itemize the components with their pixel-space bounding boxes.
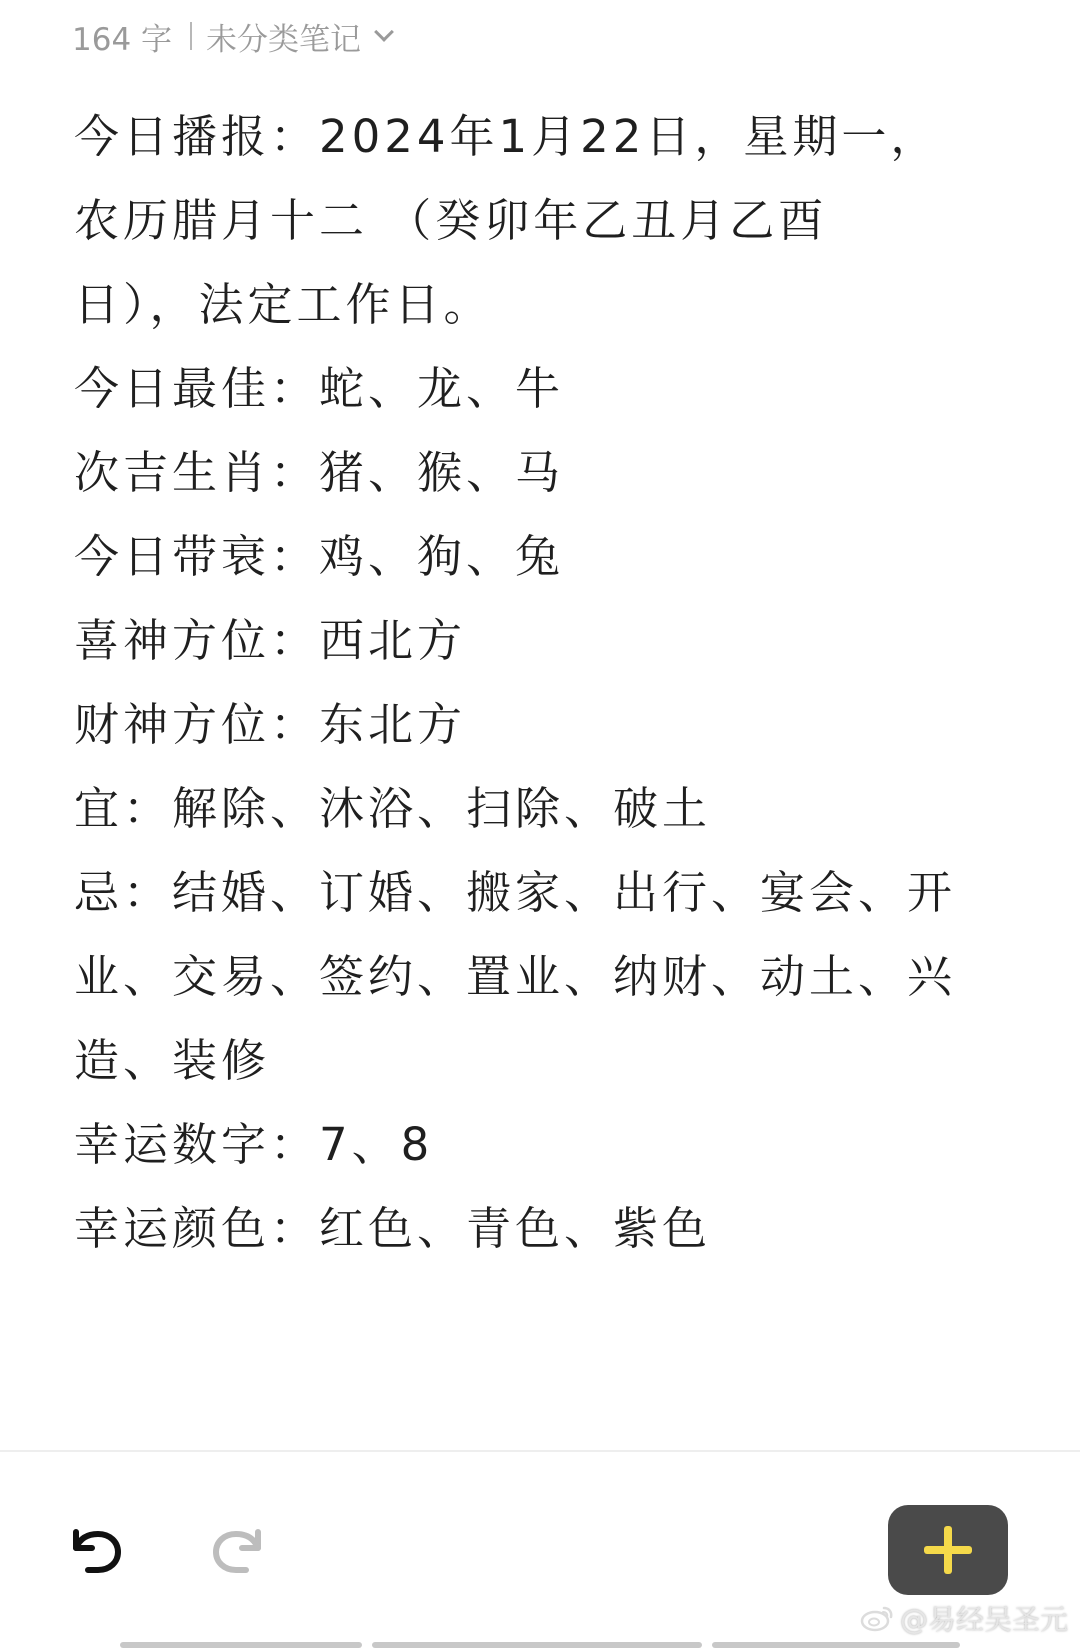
note-line: 次吉生肖：猪、猴、马 bbox=[74, 446, 565, 499]
note-line: 今日播报：2024年1月22日，星期一， bbox=[74, 110, 940, 163]
note-line: 业、交易、签约、置业、纳财、动土、兴 bbox=[74, 950, 957, 1003]
toolbar-divider bbox=[0, 1450, 1080, 1452]
note-meta-bar bbox=[72, 14, 391, 58]
note-line: 日），法定工作日。 bbox=[74, 278, 493, 331]
note-line: 农历腊月十二 （癸卯年乙丑月乙酉 bbox=[74, 194, 828, 247]
note-line: 宜：解除、沐浴、扫除、破土 bbox=[74, 782, 712, 835]
note-line: 幸运颜色：红色、青色、紫色 bbox=[74, 1202, 712, 1255]
weibo-logo-icon bbox=[860, 1604, 894, 1632]
note-content[interactable] bbox=[74, 95, 1034, 1271]
home-indicator-segment bbox=[372, 1642, 702, 1648]
note-line: 造、装修 bbox=[74, 1034, 271, 1087]
category-label: 未分类笔记 bbox=[206, 21, 362, 58]
note-line: 今日最佳：蛇、龙、牛 bbox=[74, 362, 565, 415]
redo-icon bbox=[204, 1518, 268, 1582]
undo-button[interactable] bbox=[66, 1518, 130, 1582]
note-line: 财神方位：东北方 bbox=[74, 698, 467, 751]
note-line: 幸运数字：7、8 bbox=[74, 1118, 434, 1171]
note-line: 忌：结婚、订婚、搬家、出行、宴会、开 bbox=[74, 866, 957, 919]
watermark bbox=[860, 1598, 1068, 1638]
plus-icon bbox=[920, 1522, 976, 1578]
chevron-down-icon bbox=[374, 22, 394, 42]
note-line: 今日带衰：鸡、狗、兔 bbox=[74, 530, 565, 583]
add-button[interactable] bbox=[888, 1505, 1008, 1595]
category-selector[interactable] bbox=[206, 14, 391, 59]
home-indicator-segment bbox=[712, 1642, 960, 1648]
note-line: 喜神方位：西北方 bbox=[74, 614, 467, 667]
undo-icon bbox=[66, 1518, 130, 1582]
redo-button[interactable] bbox=[204, 1518, 268, 1582]
word-count: 164 字 bbox=[72, 21, 173, 58]
watermark-text: @易经吴圣元 bbox=[899, 1603, 1068, 1636]
meta-divider bbox=[190, 22, 192, 50]
home-indicator-segment bbox=[120, 1642, 362, 1648]
